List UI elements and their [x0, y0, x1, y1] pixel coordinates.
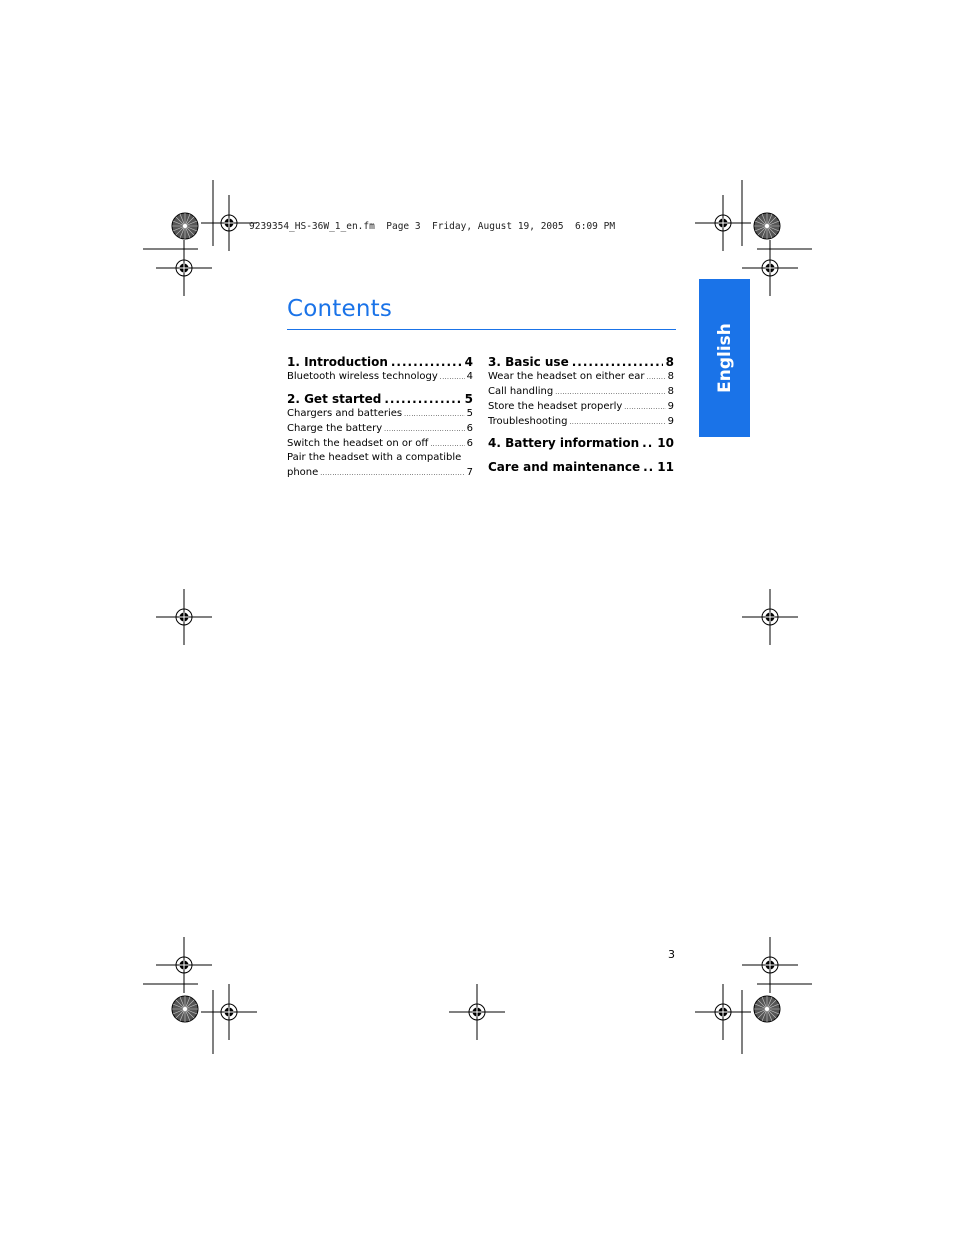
registration-mark-icon — [156, 589, 212, 645]
page-number: 3 — [668, 948, 675, 961]
toc-entry[interactable] — [287, 392, 473, 406]
toc-entry-label: Charge the battery — [287, 423, 383, 434]
title-rule — [287, 329, 676, 330]
toc-entry-label: Care and maintenance — [488, 460, 641, 474]
toc-entry-label: 3. Basic use — [488, 355, 569, 369]
star-target-icon — [172, 996, 198, 1022]
star-target-icon — [754, 213, 780, 239]
registration-mark-icon — [156, 937, 212, 993]
toc-entry-label: Chargers and batteries — [287, 408, 403, 419]
dot-leader — [384, 392, 461, 406]
toc-entry-page: 6 — [466, 438, 473, 449]
registration-mark-icon — [742, 240, 798, 296]
toc-entry-page: 8 — [665, 355, 674, 369]
toc-entry[interactable] — [287, 408, 473, 419]
toc-entry-label: Troubleshooting — [488, 416, 568, 427]
language-tab — [699, 279, 750, 437]
toc-entry[interactable] — [287, 371, 473, 382]
dot-leader — [624, 401, 665, 412]
toc-entry[interactable] — [488, 436, 674, 450]
toc-entry-page: 5 — [466, 408, 473, 419]
toc-entry-label: 4. Battery information — [488, 436, 640, 450]
language-tab-label: English — [714, 323, 735, 393]
toc-entry[interactable] — [488, 355, 674, 369]
toc-entry-page: 6 — [466, 423, 473, 434]
toc-entry[interactable] — [287, 467, 473, 478]
star-target-icon — [754, 996, 780, 1022]
toc-entry[interactable] — [488, 401, 674, 412]
dot-leader — [642, 436, 654, 450]
dot-leader — [647, 371, 666, 382]
toc-entry-page: 10 — [657, 436, 674, 450]
toc-entry-label: Call handling — [488, 386, 554, 397]
toc-entry-page: 8 — [667, 386, 674, 397]
toc-entry[interactable] — [287, 355, 473, 369]
toc-entry-page: 7 — [466, 467, 473, 478]
toc-entry-label: phone — [287, 467, 319, 478]
toc-entry-label: Switch the headset on or off — [287, 438, 429, 449]
toc-entry[interactable] — [488, 460, 674, 474]
star-target-icon — [172, 213, 198, 239]
registration-mark-icon — [742, 589, 798, 645]
toc-entry-label: Bluetooth wireless technology — [287, 371, 438, 382]
toc-entry-page: 9 — [667, 416, 674, 427]
toc-entry-page: 4 — [466, 371, 473, 382]
dot-leader — [320, 467, 464, 478]
toc-entry-label[interactable]: Pair the headset with a compatible — [287, 452, 462, 463]
registration-mark-icon — [449, 984, 505, 1040]
toc-entry-page: 5 — [464, 392, 473, 406]
registration-mark-icon — [695, 984, 751, 1040]
dot-leader — [440, 371, 465, 382]
toc-entry[interactable] — [488, 416, 674, 427]
dot-leader — [430, 438, 464, 449]
toc-entry-label: 1. Introduction — [287, 355, 388, 369]
dot-leader — [384, 423, 464, 434]
dot-leader — [572, 355, 663, 369]
toc-entry-page: 4 — [464, 355, 473, 369]
registration-mark-icon — [742, 937, 798, 993]
dot-leader — [404, 408, 465, 419]
registration-mark-icon — [201, 984, 257, 1040]
registration-mark-icon — [695, 195, 751, 251]
toc-entry-label: Wear the headset on either ear — [488, 371, 645, 382]
toc-entry-page: 8 — [667, 371, 674, 382]
file-info-header: 9239354_HS-36W_1_en.fm Page 3 Friday, August 19, 2005 6:09 PM — [249, 221, 616, 232]
toc-entry[interactable] — [488, 371, 674, 382]
dot-leader — [569, 416, 665, 427]
dot-leader — [391, 355, 462, 369]
toc-entry-page: 9 — [667, 401, 674, 412]
dot-leader — [555, 386, 665, 397]
registration-mark-icon — [156, 240, 212, 296]
toc-entry[interactable] — [287, 438, 473, 449]
toc-entry-label: Store the headset properly — [488, 401, 623, 412]
toc-entry[interactable] — [488, 386, 674, 397]
dot-leader — [643, 460, 654, 474]
toc-entry-label: 2. Get started — [287, 392, 382, 406]
toc-entry[interactable] — [287, 423, 473, 434]
toc-entry-page: 11 — [657, 460, 674, 474]
page-title: Contents — [287, 296, 393, 322]
